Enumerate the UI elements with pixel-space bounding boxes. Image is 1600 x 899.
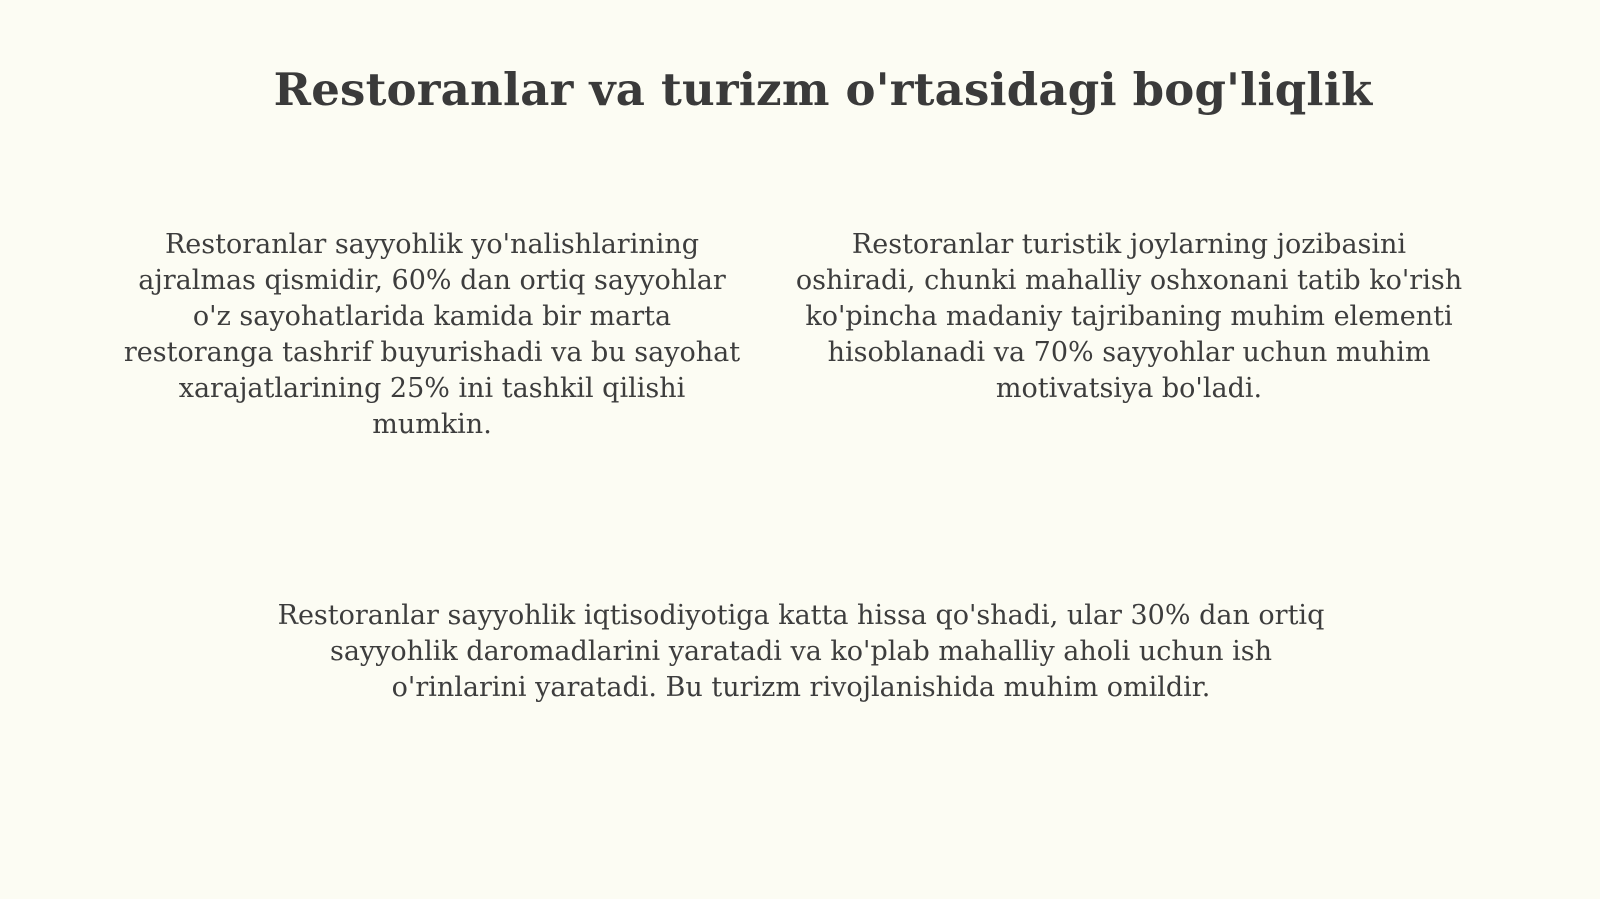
paragraph-bottom: Restoranlar sayyohlik iqtisodiyotiga katta hissa qo'shadi, ular 30% dan ortiq sayyohlik daromadlarini yaratadi va ko'plab mahalliy aholi uchun ish o'rinlarini yaratadi. Bu turizm rivojlanishida muhim omildir. [277,600,1325,703]
paragraph-left: Restoranlar sayyohlik yo'nalishlarining ajralmas qismidir, 60% dan ortiq sayyohlar o'z sayohatlarida kamida bir marta restoranga tashrif buyurishadi va bu sayohat xarajatlarining 25% ini tashkil qilishi mumkin. [123,229,741,440]
paragraph-right: Restoranlar turistik joylarning jozibasini oshiradi, chunki mahalliy oshxonani tatib ko'rish ko'pincha madaniy tajribaning muhim elementi hisoblanadi va 70% sayyohlar uchun muhim motivatsiya bo'ladi. [795,229,1463,404]
slide-title: Restoranlar va turizm o'rtasidagi bog'liqlik [273,63,1373,116]
